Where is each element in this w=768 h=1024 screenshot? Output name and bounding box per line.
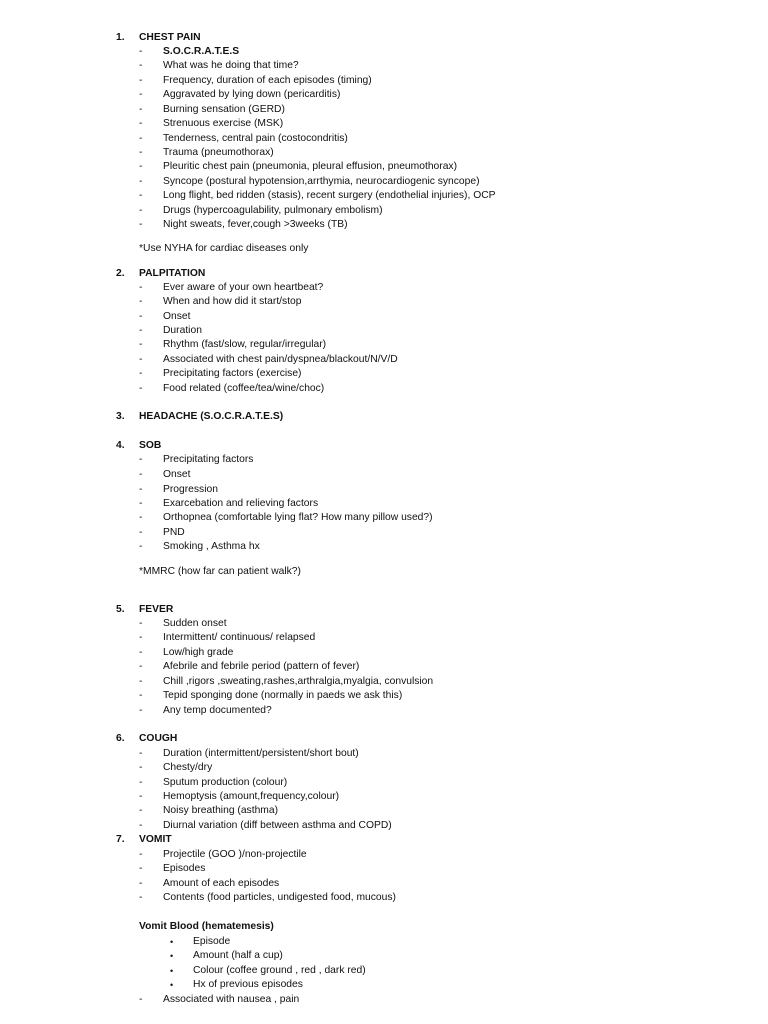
document-page: 1. CHEST PAIN - S.O.C.R.A.T.E.S - What was he doing that time? - Frequency, duration of each episodes (timing) - Aggravated by lying down (pericarditis) - Burning sensation (GERD) - Strenuous exercise (MSK) - Tenderness, central pain (costocondritis) - Trauma (pneumothorax) - Pleuritic chest pain (pneumonia, pleural effusion, pneumothorax) - Syncope (postural hypotension,arrthymia, neurocardiogenic syncope) - Long flight, bed ridden (stasis), recent surgery (endothelial injuries), OCP - Drugs (hypercoagulability, pulmonary embolism) - Night sweats, fever,cough >3weeks (TB) *Use NYHA for cardiac diseases only 2. PALPITATION - Ever aware of your own heartbeat? - When and how did it start/stop - Onset - Duration - Rhythm (fast/slow, regular/irregular) - Associated with chest pain/dyspnea/blackout/N/V/D - Precipitating factors (exercise) - Food related (coffee/tea/wine/choc) 3. HEADACHE (S.O.C.R.A.T.E.S) 4. SOB - Precipitating factors - Onset - Progression - Exarcebation and relieving factors - Orthopnea (comfortable lying flat? How many pillow used?) - PND - Smoking , Asthma hx *MMRC (how far can patient walk?) 5. FEVER - Sudden onset - Intermittent/ continuous/ relapsed - Low/high grade - Afebrile and febrile period (pattern of fever) - Chill ,rigors ,sweating,rashes,arthralgia,myalgia, convulsion - Tepid sponging done (normally in paeds we ask this) - Any temp documented? 6. COUGH - Duration (intermittent/persistent/short bout) - Chesty/dry - Sputum production (colour) - Hemoptysis (amount,frequency,colour) - Noisy breathing (asthma) - Diurnal variation (diff between asthma and COPD) 7. VOMIT - Projectile (GOO )/non-projectile - Episodes - Amount of each episodes - Contents (food particles, undigested food, mucous) Vomit Blood (hematemesis) • Episode • Amount (half a cup) • Colour (coffee ground , red , dark red) • Hx of previous episodes - Associated with nausea , pain <box>116 32 496 1005</box>
